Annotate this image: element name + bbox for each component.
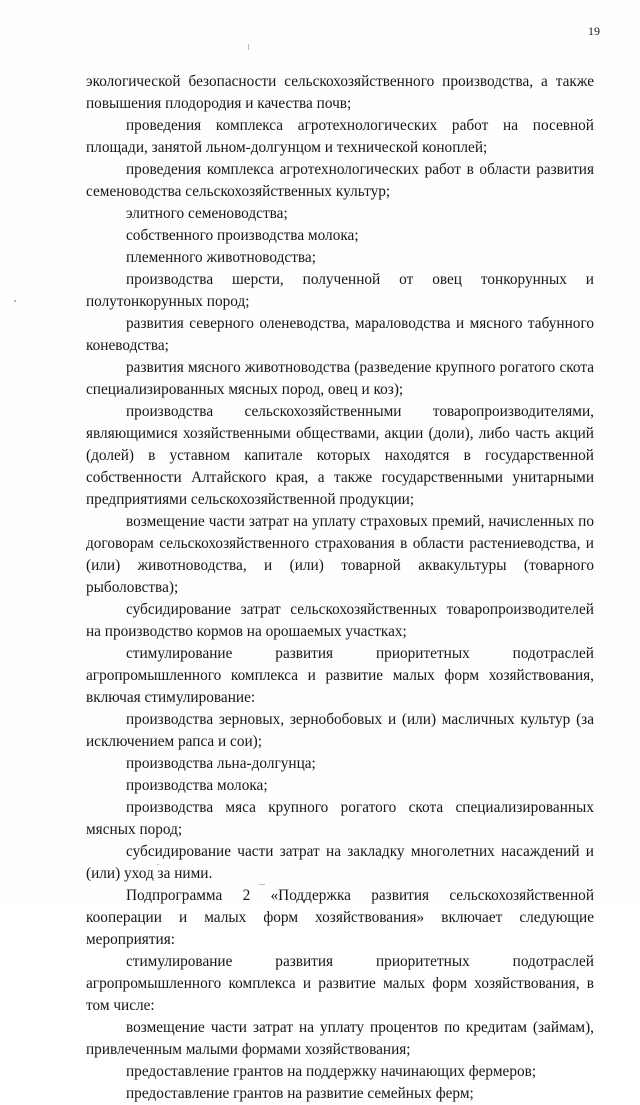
paragraph: производства мяса крупного рогатого скота специализированных мясных пород; (86, 799, 594, 838)
paragraph: субсидирование части затрат на закладку многолетних насаждений и (или) уход за ними. (86, 843, 594, 882)
paragraph: Подпрограмма 2 «Поддержка развития сельскохозяйственной кооперации и малых форм хозяйствования» включает следующие мероприятия: (86, 887, 594, 948)
paragraph: возмещение части затрат на уплату страховых премий, начисленных по договорам сельскохозяйственного страхования в области растениеводства, и (или) животноводства, и (или) товарной аквакультуры (товарного рыболовства); (86, 513, 594, 596)
scan-speck (248, 44, 249, 50)
paragraph: производства молока; (126, 777, 268, 794)
scan-speck (259, 884, 265, 885)
paragraph: проведения комплекса агротехнологических работ в области развития семеноводства сельскохозяйственных культур; (86, 161, 594, 200)
paragraph: производства шерсти, полученной от овец тонкорунных и полутонкорунных пород; (86, 271, 594, 310)
paragraph: проведения комплекса агротехнологических работ на посевной площади, занятой льном-долгунцом и технической коноплей; (86, 117, 594, 156)
paragraph: экологической безопасности сельскохозяйственного производства, а также повышения плодородия и качества почв; (86, 73, 594, 112)
scan-speck (157, 864, 159, 865)
paragraph: производства сельскохозяйственными товаропроизводителями, являющимися хозяйственными обществами, акции (доли), либо часть акций (долей) в уставном капитале которых находятся в государственной собственности Алтайского края, а также государственными унитарными предприятиями сельскохозяйственной продукции; (86, 403, 594, 508)
paragraph: возмещение части затрат на уплату процентов по кредитам (займам), привлеченным малыми формами хозяйствования; (86, 1019, 594, 1058)
page-number: 19 (588, 24, 600, 38)
paragraph: предоставление грантов на развитие семейных ферм; (126, 1085, 474, 1102)
document-body (86, 71, 594, 1105)
scan-speck (14, 300, 16, 302)
paragraph: собственного производства молока; (126, 227, 359, 244)
paragraph: субсидирование затрат сельскохозяйственных товаропроизводителей на производство кормов на орошаемых участках; (86, 601, 594, 640)
paragraph: производства зерновых, зернобобовых и (или) масличных культур (за исключением рапса и сои); (86, 711, 594, 750)
paragraph: производства льна-долгунца; (126, 755, 316, 772)
paragraph: развития северного оленеводства, мараловодства и мясного табунного коневодства; (86, 315, 594, 354)
paragraph: элитного семеноводства; (126, 205, 288, 222)
paragraph: развития мясного животноводства (разведение крупного рогатого скота специализированных мясных пород, овец и коз); (86, 359, 594, 398)
paragraph: стимулирование развития приоритетных подотраслей агропромышленного комплекса и развитие малых форм хозяйствования, в том числе: (86, 953, 594, 1014)
paragraph: племенного животноводства; (126, 249, 316, 266)
paragraph: предоставление грантов на поддержку начинающих фермеров; (126, 1063, 537, 1080)
paragraph: стимулирование развития приоритетных подотраслей агропромышленного комплекса и развитие малых форм хозяйствования, включая стимулирование: (86, 645, 594, 706)
